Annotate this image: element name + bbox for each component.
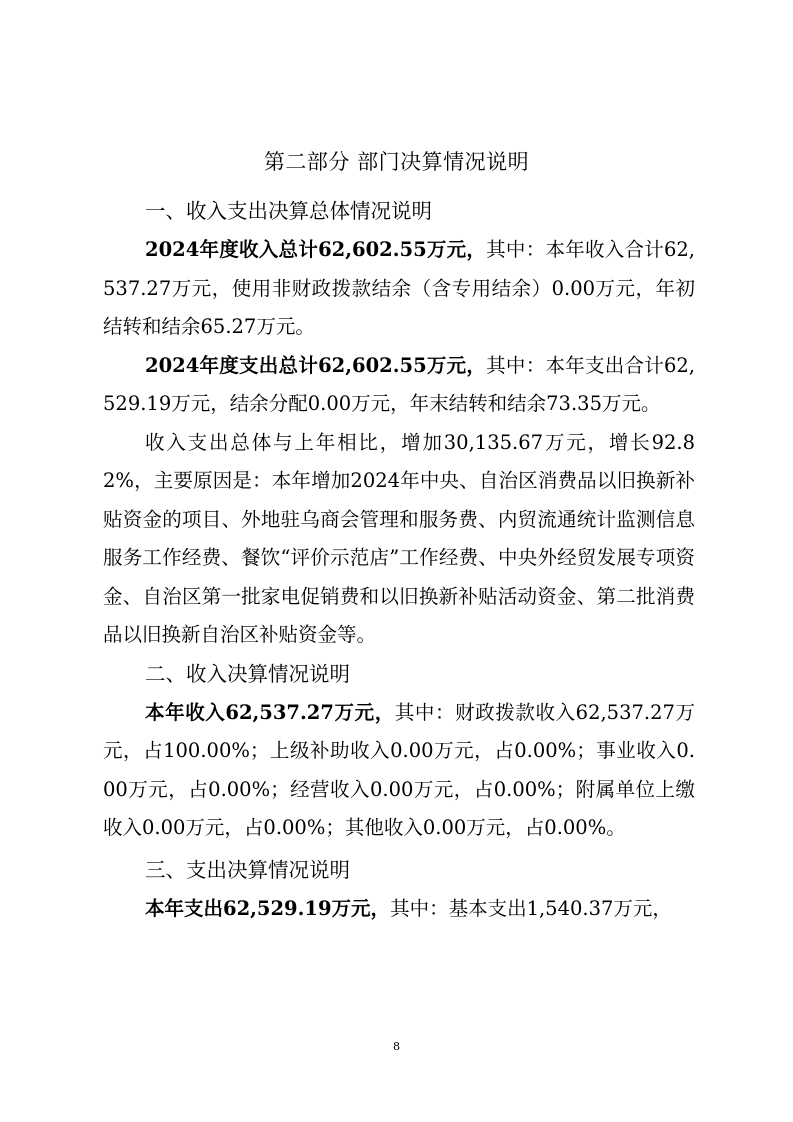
paragraph-annual-income (103, 694, 695, 848)
paragraph-text: 其中：本年收入合计62,537.27万元，使用非财政拨款结余（含专用结余）0.00万元，年初结转和结余65.27万元。 (103, 238, 696, 338)
paragraph-text: 其中：基本支出1,540.37万元， (390, 896, 672, 920)
paragraph-bold-lead: 2024年度支出总计62,602.55万元， (145, 353, 487, 377)
paragraph-text: 收入支出总体与上年相比，增加30,135.67万元，增长92.82%，主要原因是：本年增加2024年中央、自治区消费品以旧换新补贴资金的项目、外地驻乌商会管理和服务费、内贸流通统计监测信息服务工作经费、餐饮“评价示范店”工作经费、中央外经贸发展专项资金、自治区第一批家电促销费和以旧换新补贴活动资金、第二批消费品以旧换新自治区补贴资金等。 (103, 430, 695, 646)
page-number: 8 (393, 1040, 400, 1053)
section-heading: 三、支出决算情况说明 (145, 857, 350, 882)
section-income-expenditure-overview (103, 192, 695, 655)
paragraph-year-over-year (103, 424, 695, 655)
section-expenditure-detail (103, 851, 695, 929)
paragraph-annual-expenditure (103, 890, 695, 929)
paragraph-total-expenditure (103, 347, 695, 424)
paragraph-bold-lead: 本年支出62,529.19万元， (145, 896, 391, 920)
paragraph-total-income (103, 231, 695, 347)
paragraph-text: 其中：本年支出合计62,529.19万元，结余分配0.00万元，年末结转和结余73.35万元。 (103, 353, 696, 415)
paragraph-text: 其中：财政拨款收入62,537.27万元，占100.00%；上级补助收入0.00万元，占0.00%；事业收入0.00万元，占0.00%；经营收入0.00万元，占0.00%；附属单位上缴收入0.00万元，占0.00%；其他收入0.00万元，占0.00%。 (103, 700, 695, 839)
document-body (103, 192, 695, 928)
section-income-detail (103, 655, 695, 848)
paragraph-bold-lead: 本年收入62,537.27万元， (145, 700, 395, 724)
section-heading: 二、收入决算情况说明 (145, 661, 350, 686)
section-heading: 一、收入支出决算总体情况说明 (145, 199, 432, 223)
page-title: 第二部分 部门决算情况说明 (263, 150, 530, 174)
paragraph-bold-lead: 2024年度收入总计62,602.55万元， (145, 238, 487, 261)
